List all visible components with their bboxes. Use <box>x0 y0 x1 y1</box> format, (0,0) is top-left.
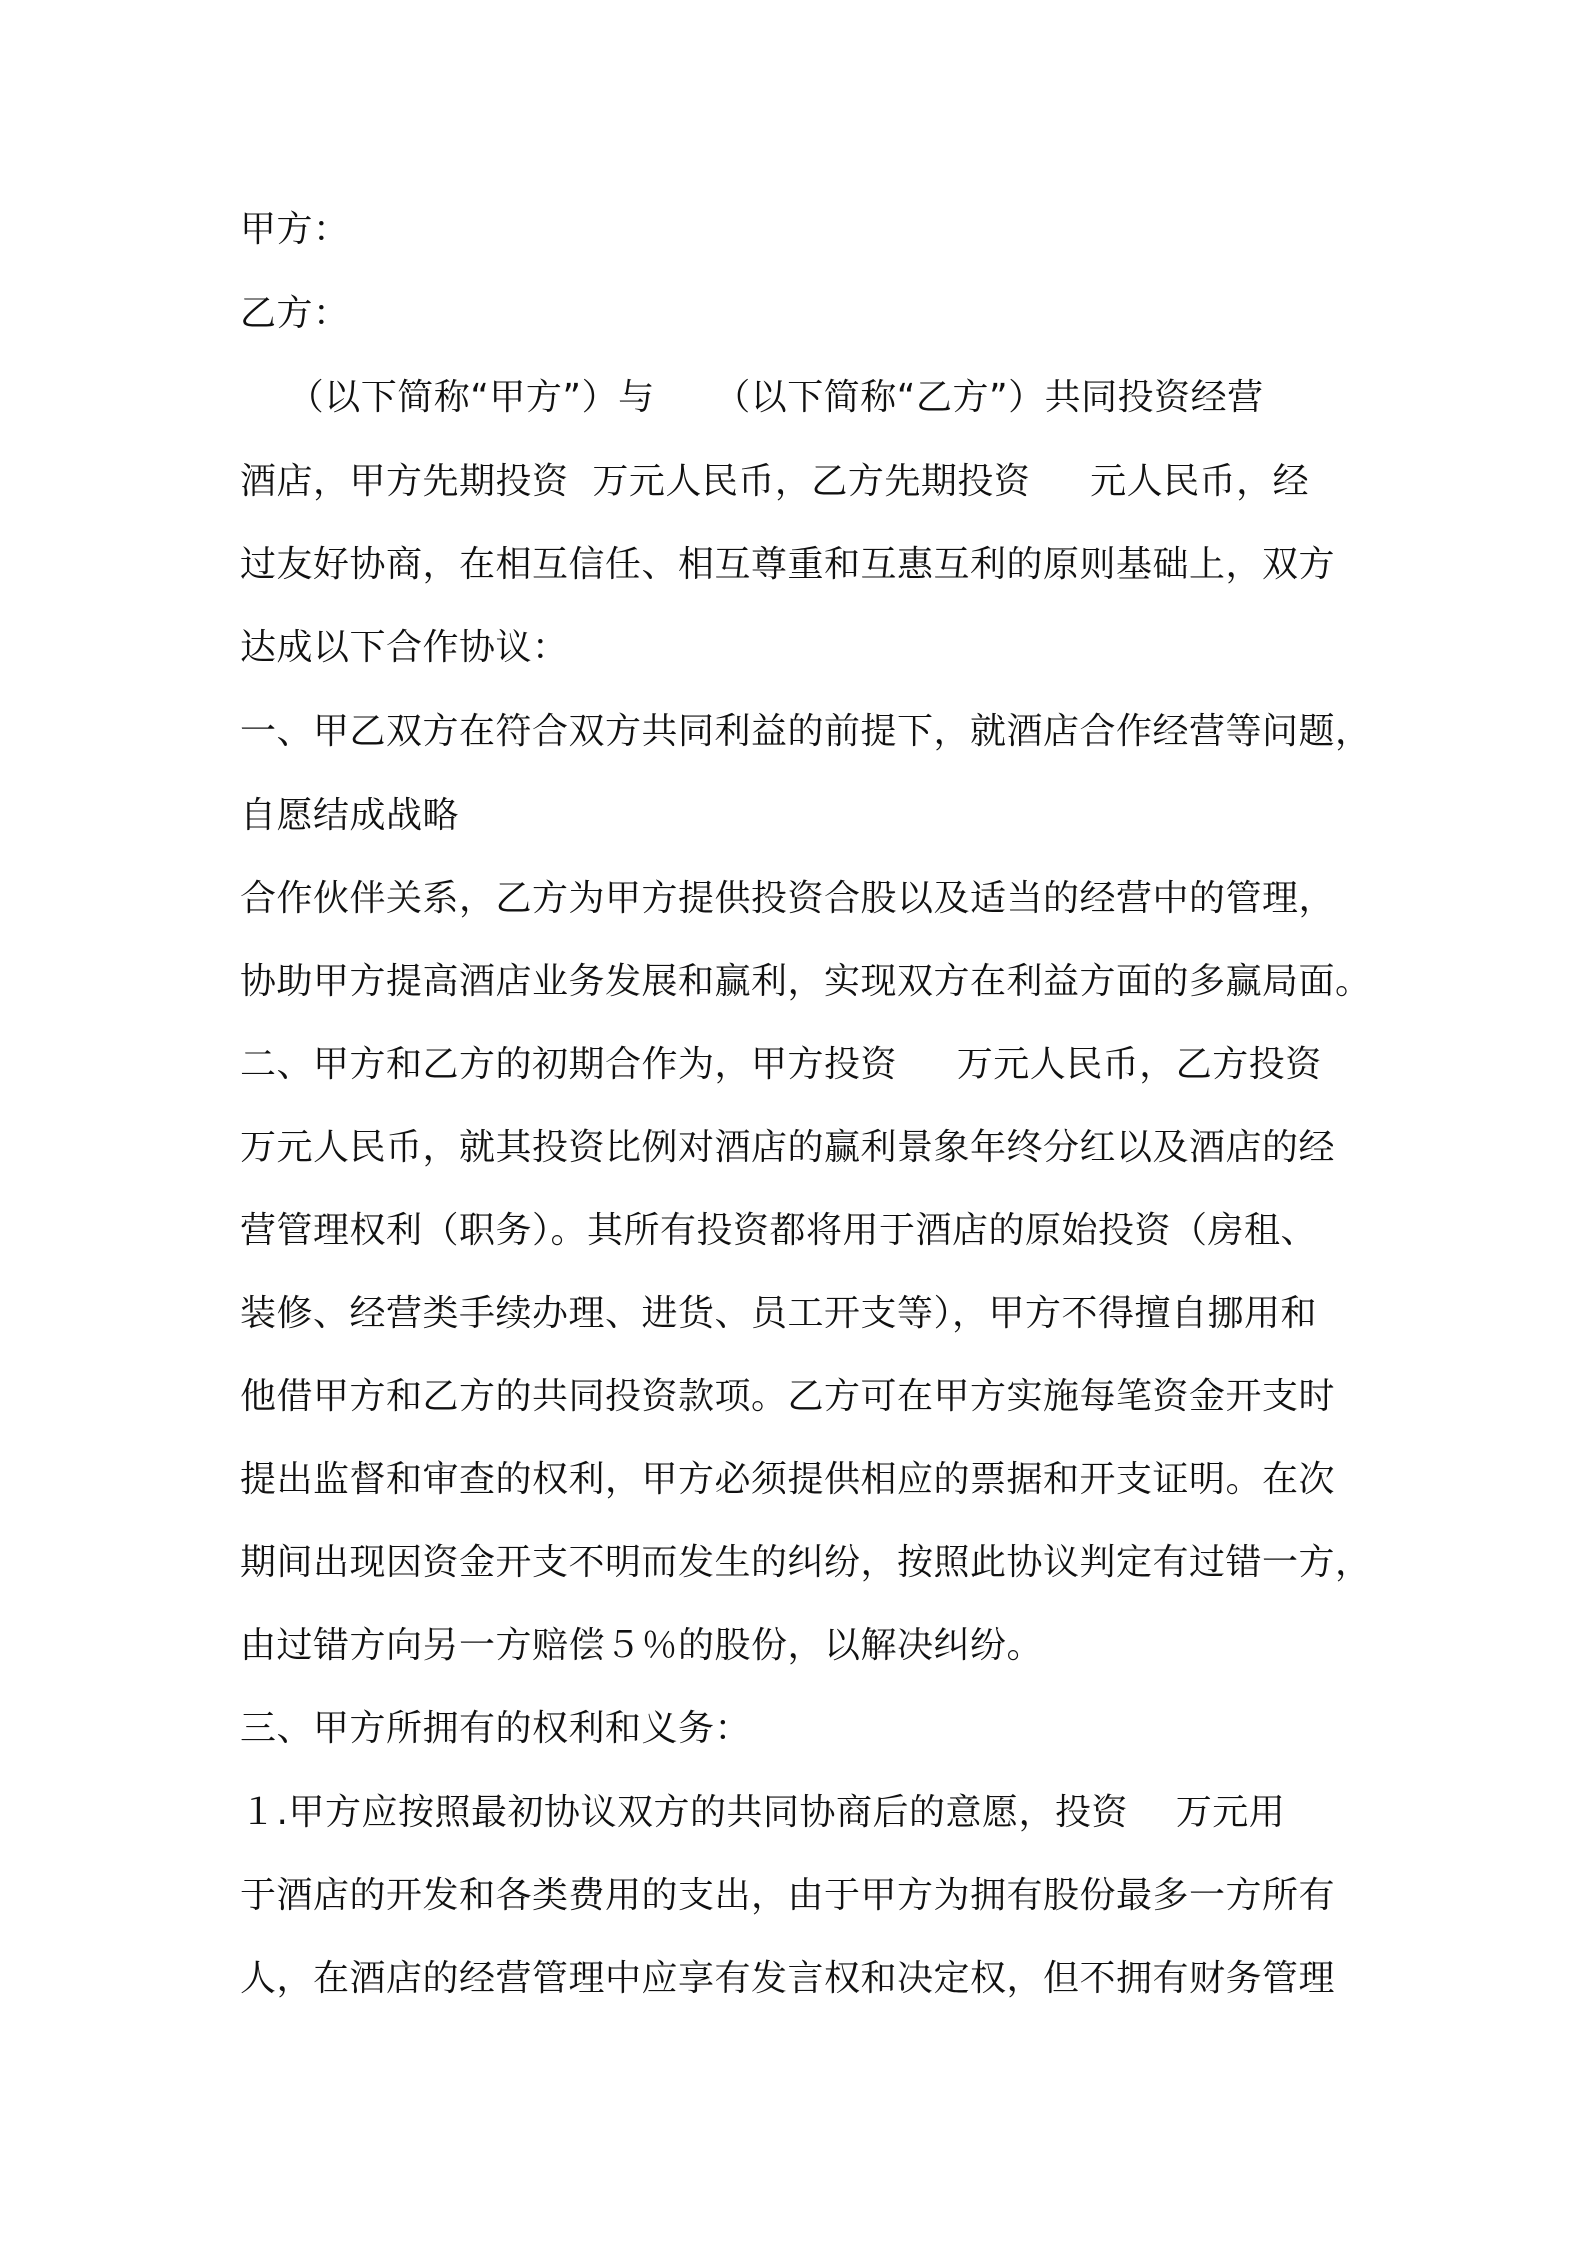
clause-three-item-line: 于酒店的开发和各类费用的支出，由于甲方为拥有股份最多一方所有 <box>240 1875 1336 1916</box>
clause-three-item-line: 人，在酒店的经营管理中应享有发言权和决定权，但不拥有财务管理 <box>240 1958 1336 1999</box>
clause-two-line: 由过错方向另一方赔偿５％的股份，以解决纠纷。 <box>240 1625 1044 1666</box>
clause-two-line: 装修、经营类手续办理、进货、员工开支等），甲方不得擅自挪用和 <box>240 1293 1318 1334</box>
paragraph-line: 过友好协商，在相互信任、相互尊重和互惠互利的原则基础上，双方 <box>240 544 1336 585</box>
clause-one-line: 协助甲方提高酒店业务发展和赢利，实现双方在利益方面的多赢局面。 <box>240 961 1372 1002</box>
clause-two-line: 营管理权利（职务）。其所有投资都将用于酒店的原始投资（房租、 <box>240 1210 1318 1251</box>
clause-three-item-line: １.甲方应按照最初协议双方的共同协商后的意愿，投资 万元用 <box>240 1792 1286 1833</box>
party-b-line: 乙方： <box>240 293 350 334</box>
clause-two-line: 期间出现因资金开支不明而发生的纠纷，按照此协议判定有过错一方， <box>240 1542 1372 1583</box>
paragraph-line: （以下简称“甲方”）与 （以下简称“乙方”）共同投资经营 <box>240 377 1264 418</box>
paragraph-line: 酒店，甲方先期投资 万元人民币，乙方先期投资 元人民币，经 <box>240 461 1310 502</box>
clause-three-heading: 三、甲方所拥有的权利和义务： <box>240 1708 752 1749</box>
clause-two-line: 提出监督和审查的权利，甲方必须提供相应的票据和开支证明。在次 <box>240 1459 1336 1500</box>
clause-one-line: 合作伙伴关系，乙方为甲方提供投资合股以及适当的经营中的管理， <box>240 878 1336 919</box>
clause-one-line: 自愿结成战略 <box>240 795 460 836</box>
clause-one-line: 一、甲乙双方在符合双方共同利益的前提下，就酒店合作经营等问题， <box>240 711 1372 752</box>
paragraph-line: 达成以下合作协议： <box>240 627 569 668</box>
clause-two-line: 二、甲方和乙方的初期合作为，甲方投资 万元人民币，乙方投资 <box>240 1044 1322 1085</box>
clause-two-line: 他借甲方和乙方的共同投资款项。乙方可在甲方实施每笔资金开支时 <box>240 1376 1336 1417</box>
party-a-line: 甲方： <box>240 209 350 250</box>
clause-two-line: 万元人民币，就其投资比例对酒店的赢利景象年终分红以及酒店的经 <box>240 1127 1336 1168</box>
